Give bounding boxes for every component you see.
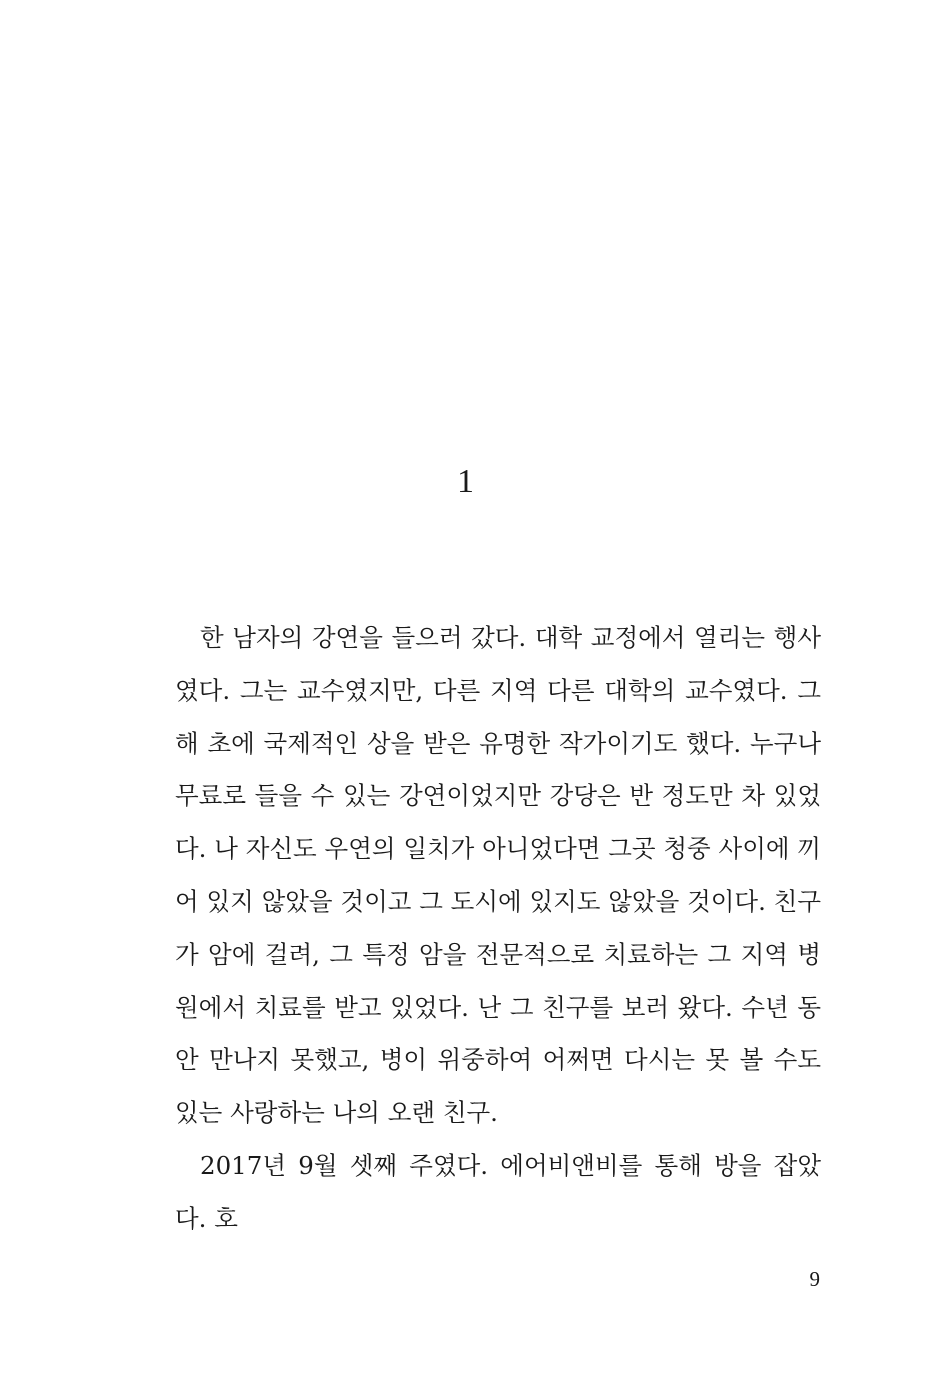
paragraph: 2017년 9월 셋째 주였다. 에어비앤비를 통해 방을 잡았다. 호 [175, 1150, 821, 1233]
body-text [175, 612, 821, 1246]
chapter-number: 1 [457, 463, 474, 500]
paragraph: 한 남자의 강연을 들으러 갔다. 대학 교정에서 열리는 행사였다. 그는 교수였지만, 다른 지역 다른 대학의 교수였다. 그해 초에 국제적인 상을 받은 유명한 작가이기도 했다. 누구나 무료로 들을 수 있는 강연이었지만 강당은 반 정도만 차 있었다. 나 자신도 우연의 일치가 아니었다면 그곳 청중 사이에 끼어 있지 않았을 것이고 그 도시에 있지도 않았을 것이다. 친구가 암에 걸려, 그 특정 암을 전문적으로 치료하는 그 지역 병원에서 치료를 받고 있었다. 난 그 친구를 보러 왔다. 수년 동안 만나지 못했고, 병이 위중하여 어쩌면 다시는 못 볼 수도 있는 사랑하는 나의 오랜 친구. [175, 623, 821, 1128]
page-number: 9 [809, 1267, 820, 1291]
